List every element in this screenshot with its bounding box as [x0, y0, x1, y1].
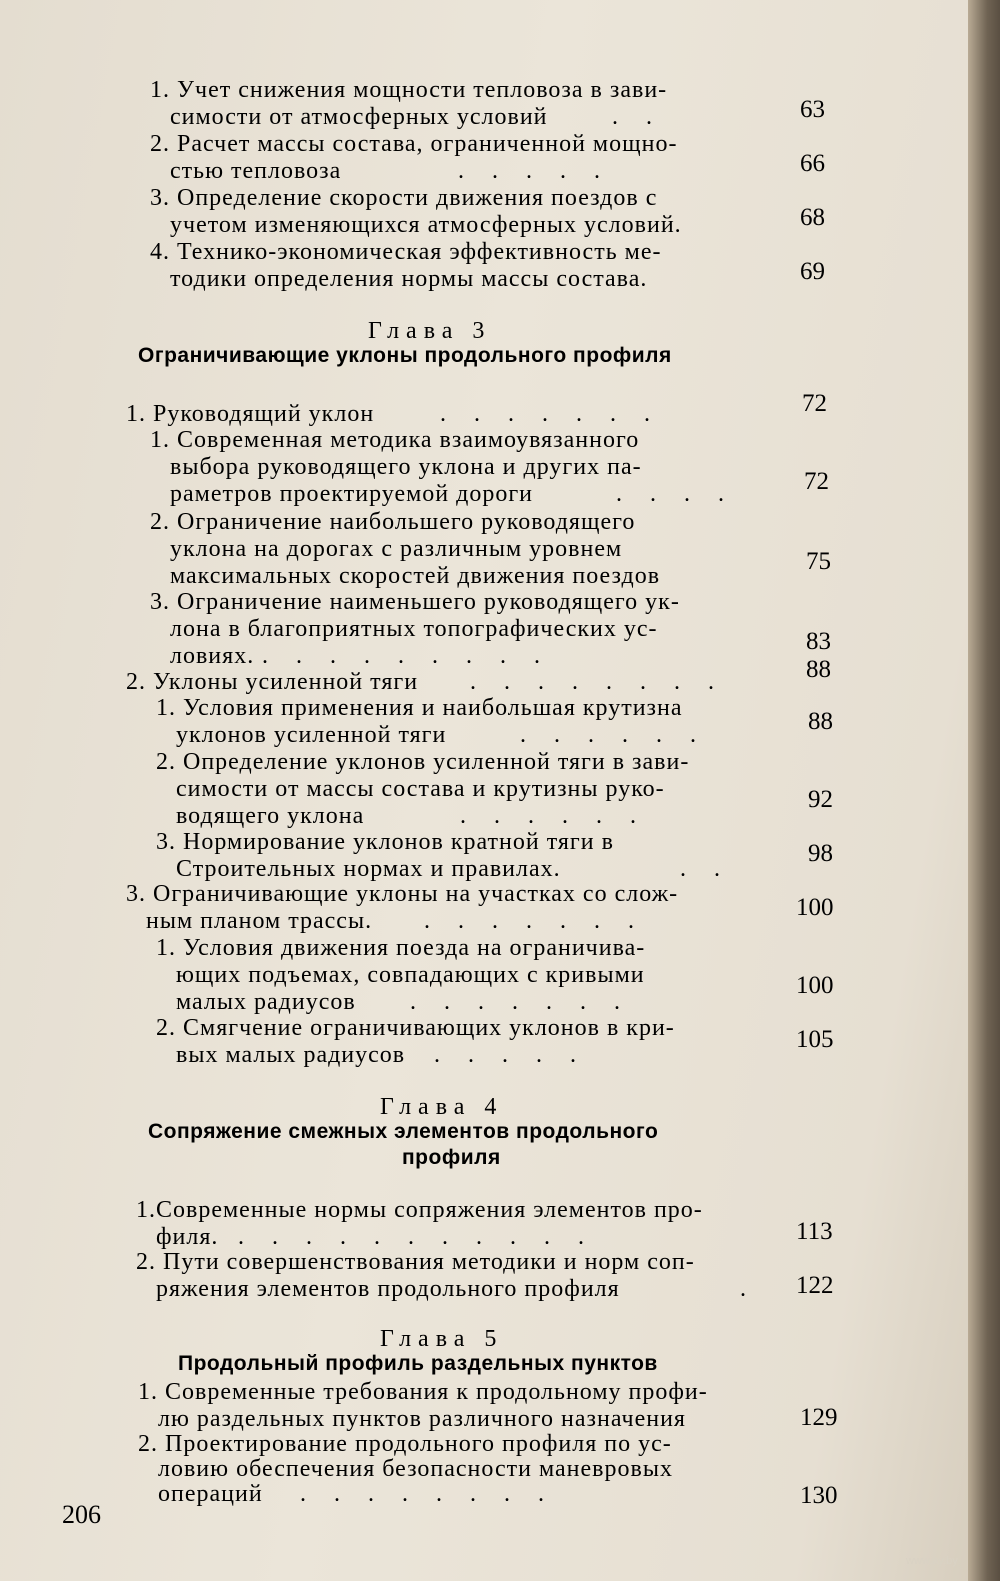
toc-entry-line: 1. Условия движения поезда на ограничива- — [156, 935, 646, 961]
toc-page-number: 88 — [806, 656, 831, 683]
chapter-title: Сопряжение смежных элементов продольного — [148, 1120, 659, 1143]
toc-entry-line: 4. Технико-экономическая эффективность ме- — [150, 239, 662, 265]
leader-dots: . . . . . . . . — [300, 1481, 544, 1507]
toc-entry-line: симости от массы состава и крутизны руко- — [176, 776, 665, 802]
toc-page-number: 100 — [796, 894, 834, 921]
toc-entry-line: 3. Ограничивающие уклоны на участках со слож- — [126, 881, 679, 907]
leader-dots: . — [740, 1276, 746, 1302]
toc-page-number: 72 — [804, 468, 829, 495]
toc-entry-line: вых малых радиусов — [176, 1042, 406, 1068]
leader-dots: . . . . . . . . . . . — [238, 1224, 584, 1250]
toc-entry-line: учетом изменяющихся атмосферных условий. — [170, 212, 682, 238]
toc-entry-line: 1.Современные нормы сопряжения элементов про- — [136, 1197, 703, 1223]
leader-dots: . . . . . — [458, 158, 600, 184]
toc-entry-line: стью тепловоза — [170, 158, 342, 184]
toc-entry-line: 2. Расчет массы состава, ограниченной мощно- — [150, 131, 678, 157]
toc-entry-line: 3. Ограничение наименьшего руководящего ук- — [150, 589, 680, 615]
toc-page-number: 100 — [796, 972, 834, 999]
toc-page-number: 98 — [808, 840, 833, 867]
toc-entry-line: симости от атмосферных условий — [170, 104, 548, 130]
toc-page-number: 72 — [802, 390, 827, 417]
toc-entry-line: 3. Нормирование уклонов кратной тяги в — [156, 829, 614, 855]
toc-entry-line: 2. Проектирование продольного профиля по ус- — [138, 1431, 672, 1457]
toc-entry-line: малых радиусов — [176, 989, 356, 1015]
toc-entry-line: ловию обеспечения безопасности маневровых — [158, 1456, 673, 1482]
toc-page-number: 129 — [800, 1404, 838, 1431]
leader-dots: . . . . . — [434, 1042, 576, 1068]
leader-dots: . . — [680, 856, 720, 882]
toc-page-number: 88 — [808, 708, 833, 735]
toc-page-number: 75 — [806, 548, 831, 575]
chapter-title: Ограничивающие уклоны продольного профиля — [138, 344, 672, 367]
toc-entry-line: 1. Современная методика взаимоувязанного — [150, 427, 640, 453]
toc-entry-line: Строительных нормах и правилах. — [176, 856, 561, 882]
leader-dots: . . . . . . . — [424, 908, 634, 934]
toc-page-number: 122 — [796, 1272, 834, 1299]
toc-entry-line: раметров проектируемой дороги — [170, 481, 534, 507]
toc-page-number: 69 — [800, 258, 825, 285]
toc-entry-line: 2. Ограничение наибольшего руководящего — [150, 509, 636, 535]
leader-dots: . . — [612, 104, 652, 130]
toc-entry-line: 1. Условия применения и наибольшая крутизна — [156, 695, 683, 721]
toc-entry-line: уклонов усиленной тяги — [176, 722, 447, 748]
toc-entry-line: ряжения элементов продольного профиля — [156, 1276, 620, 1302]
toc-entry-line: лю раздельных пунктов различного назначения — [158, 1406, 686, 1432]
toc-entry-line: ющих подъемах, совпадающих с кривыми — [176, 962, 645, 988]
chapter-title: Продольный профиль раздельных пунктов — [178, 1352, 658, 1375]
leader-dots: . . . . . . — [520, 722, 696, 748]
toc-entry-line: лона в благоприятных топографических ус- — [170, 616, 658, 642]
toc-entry-line: 2. Смягчение ограничивающих уклонов в кри- — [156, 1015, 675, 1041]
page-number: 206 — [62, 1500, 101, 1529]
toc-entry-line: 1. Руководящий уклон — [126, 401, 375, 427]
toc-entry-line: 2. Пути совершенствования методики и норм соп- — [136, 1249, 695, 1275]
toc-entry-line: 2. Уклоны усиленной тяги — [126, 669, 419, 695]
leader-dots: . . . . . . . — [440, 401, 650, 427]
toc-page-number: 105 — [796, 1026, 834, 1053]
leader-dots: . . . . — [616, 481, 724, 507]
toc-entry-line: 1. Современные требования к продольному профи- — [138, 1379, 708, 1405]
toc-entry-line: филя. — [156, 1224, 219, 1250]
toc-entry-line: выбора руководящего уклона и других па- — [170, 454, 642, 480]
toc-entry-line: 2. Определение уклонов усиленной тяги в зави- — [156, 749, 690, 775]
leader-dots: . . . . . . . . — [470, 669, 714, 695]
toc-entry-line: ным планом трассы. — [146, 908, 373, 934]
toc-page-number: 68 — [800, 204, 825, 231]
toc-entry-line: 3. Определение скорости движения поездов с — [150, 185, 658, 211]
leader-dots: . . . . . . . — [410, 989, 620, 1015]
toc-entry-line: операций — [158, 1481, 263, 1507]
toc-entry-line: 1. Учет снижения мощности тепловоза в зави- — [150, 77, 668, 103]
toc-page-number: 66 — [800, 150, 825, 177]
chapter-label: Глава 4 — [380, 1094, 504, 1120]
toc-page-number: 83 — [806, 628, 831, 655]
watermark: www.ay.by — [906, 1555, 958, 1567]
toc-page-number: 113 — [796, 1218, 833, 1245]
toc-page-number: 130 — [800, 1482, 838, 1509]
leader-dots: . . . . . . . . . — [262, 643, 540, 669]
chapter-label: Глава 3 — [368, 318, 492, 344]
toc-entry-line: тодики определения нормы массы состава. — [170, 266, 648, 292]
toc-entry-line: водящего уклона — [176, 803, 365, 829]
toc-entry-line: уклона на дорогах с различным уровнем — [170, 536, 623, 562]
toc-page-number: 92 — [808, 786, 833, 813]
chapter-label: Глава 5 — [380, 1326, 504, 1352]
toc-entry-line: ловиях. — [170, 643, 255, 669]
toc-entry-line: максимальных скоростей движения поездов — [170, 563, 661, 589]
toc-page-number: 63 — [800, 96, 825, 123]
chapter-title: профиля — [402, 1146, 501, 1169]
leader-dots: . . . . . . — [460, 803, 636, 829]
